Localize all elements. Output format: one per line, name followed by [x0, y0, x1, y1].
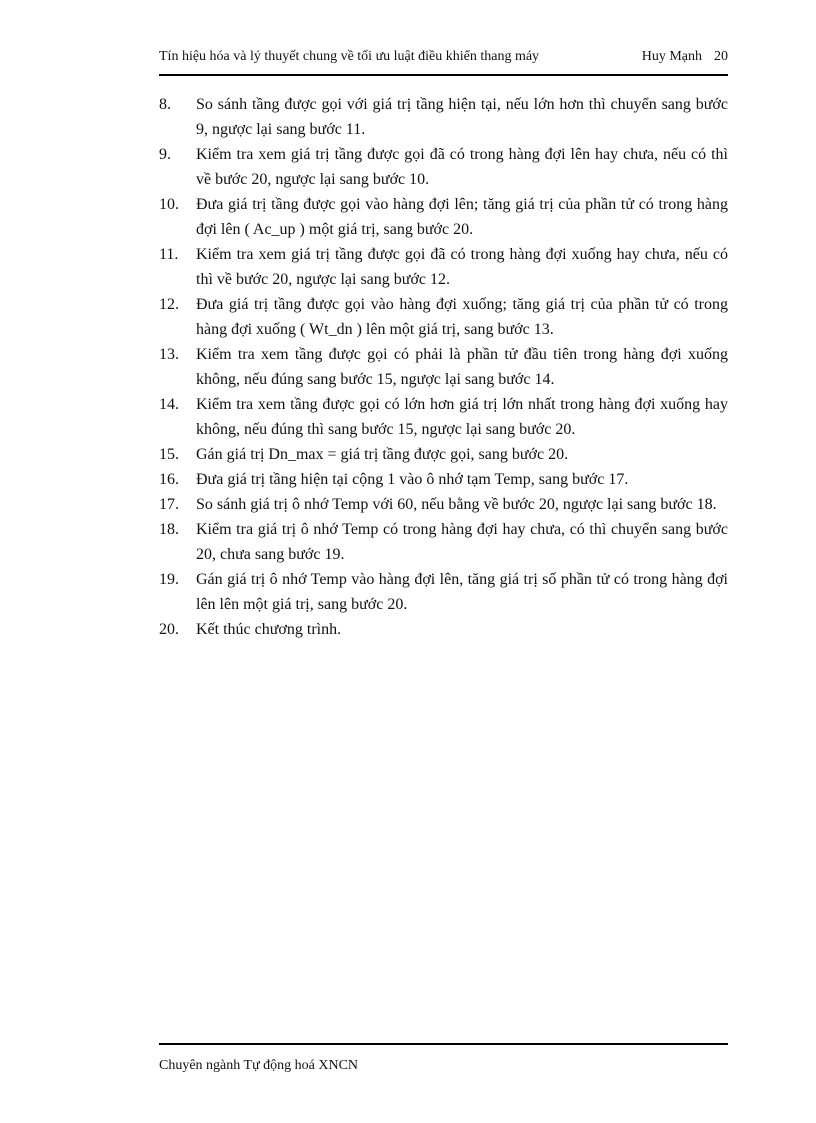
step-number: 17.	[159, 496, 179, 513]
step-number: 8.	[159, 96, 171, 113]
step-text: Kết thúc chương trình.	[196, 621, 342, 638]
list-item	[159, 242, 728, 292]
step-text: Đưa giá trị tầng hiện tại cộng 1 vào ô nhớ tạm Temp, sang bước 17.	[196, 471, 629, 488]
page-footer: Chuyên ngành Tự động hoá XNCN	[159, 1058, 359, 1073]
step-number: 11.	[159, 246, 179, 263]
list-item	[159, 342, 728, 392]
footer-divider	[159, 1043, 728, 1045]
step-number: 14.	[159, 396, 179, 413]
step-number: 10.	[159, 196, 179, 213]
list-item	[159, 467, 728, 492]
step-number: 20.	[159, 621, 179, 638]
list-item	[159, 392, 728, 442]
list-item	[159, 442, 728, 467]
step-text: Kiểm tra giá trị ô nhớ Temp có trong hàng đợi hay chưa, có thì chuyển sang bước 20, chưa sang bước 19.	[196, 521, 728, 563]
step-text: Kiểm tra xem tầng được gọi có phải là phần tử đầu tiên trong hàng đợi xuống không, nếu đúng sang bước 15, ngược lại sang bước 14.	[196, 346, 728, 388]
step-number: 19.	[159, 571, 179, 588]
list-item	[159, 567, 728, 617]
step-number: 13.	[159, 346, 179, 363]
page-header	[159, 46, 728, 68]
step-text: Kiểm tra xem giá trị tầng được gọi đã có trong hàng đợi lên hay chưa, nếu có thì về bước 20, ngược lại sang bước 10.	[196, 146, 728, 188]
step-number: 16.	[159, 471, 179, 488]
step-number: 12.	[159, 296, 179, 313]
step-text: Gán giá trị ô nhớ Temp vào hàng đợi lên, tăng giá trị số phần tử có trong hàng đợi lên lên một giá trị, sang bước 20.	[196, 571, 728, 613]
header-author: Huy Mạnh	[641, 49, 702, 64]
list-item	[159, 92, 728, 142]
header-meta	[642, 46, 728, 68]
step-text: Kiểm tra xem giá trị tầng được gọi đã có trong hàng đợi xuống hay chưa, nếu có thì về bước 20, ngược lại sang bước 12.	[196, 246, 728, 288]
step-number: 15.	[159, 446, 179, 463]
header-title: Tín hiệu hóa và lý thuyết chung về tối ưu luật điều khiển thang máy	[159, 49, 540, 64]
page-number: 20	[714, 49, 728, 64]
step-number: 9.	[159, 146, 171, 163]
list-item	[159, 517, 728, 567]
step-text: Kiểm tra xem tầng được gọi có lớn hơn giá trị lớn nhất trong hàng đợi xuống hay không, nếu đúng thì sang bước 15, ngược lại sang bước 20.	[196, 396, 728, 438]
list-item	[159, 192, 728, 242]
steps-list	[159, 92, 728, 642]
step-text: Đưa giá trị tầng được gọi vào hàng đợi lên; tăng giá trị của phần tử có trong hàng đợi lên ( Ac_up ) một giá trị, sang bước 20.	[196, 196, 728, 238]
list-item	[159, 292, 728, 342]
step-text: Gán giá trị Dn_max = giá trị tầng được gọi, sang bước 20.	[196, 446, 569, 463]
list-item	[159, 492, 728, 517]
step-text: So sánh giá trị ô nhớ Temp với 60, nếu bằng về bước 20, ngược lại sang bước 18.	[196, 496, 717, 513]
list-item	[159, 142, 728, 192]
step-number: 18.	[159, 521, 179, 538]
list-item	[159, 617, 728, 642]
step-text: So sánh tầng được gọi với giá trị tầng hiện tại, nếu lớn hơn thì chuyển sang bước 9, ngược lại sang bước 11.	[196, 96, 728, 138]
header-divider	[159, 74, 728, 76]
step-text: Đưa giá trị tầng được gọi vào hàng đợi xuống; tăng giá trị của phần tử có trong hàng đợi xuống ( Wt_dn ) lên một giá trị, sang bước 13.	[196, 296, 728, 338]
